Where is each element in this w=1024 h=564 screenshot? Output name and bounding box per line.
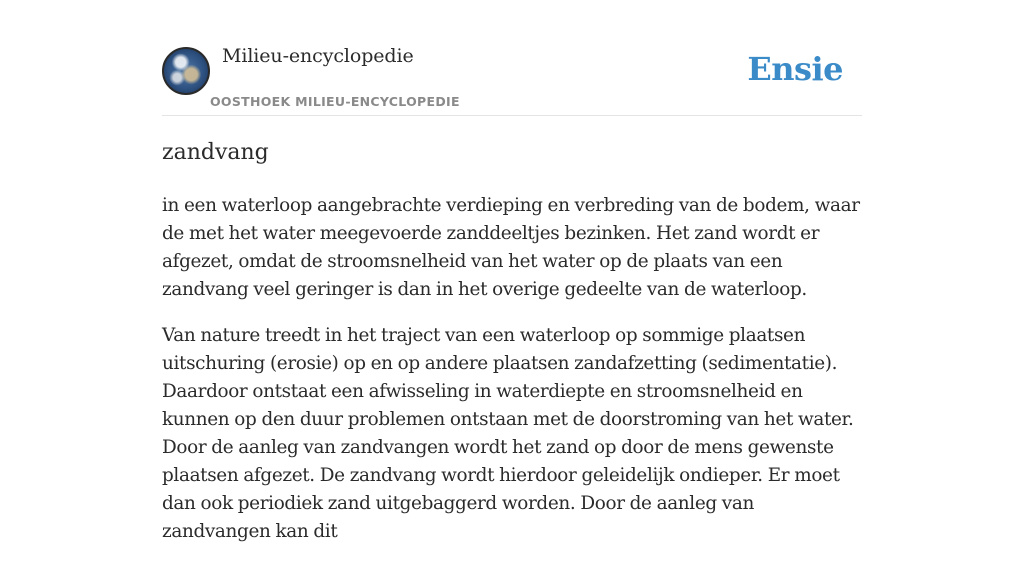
page	[162, 0, 862, 542]
brand-logo[interactable]: Ensie	[747, 50, 843, 88]
source-name[interactable]: OOSTHOEK MILIEU-ENCYCLOPEDIE	[210, 94, 460, 109]
site-name[interactable]: Milieu-encyclopedie	[222, 45, 414, 67]
article-body	[162, 192, 862, 564]
paragraph-definition: in een waterloop aangebrachte verdieping en verbreding van de bodem, waar de met het water meegevoerde zanddeeltjes bezinken. Het zand wordt er afgezet, omdat de stroomsnelheid van het water op de plaats van een zandvang veel geringer is dan in het overige gedeelte van de waterloop.	[162, 195, 860, 300]
earth-globe-icon[interactable]	[162, 47, 210, 95]
site-header	[162, 0, 862, 116]
page-title: zandvang	[162, 140, 269, 165]
paragraph-explanation: Van nature treedt in het traject van een waterloop op sommige plaatsen uitschuring (erosie) op en op andere plaatsen zandafzetting (sedimentatie). Daardoor ontstaat een afwisseling in waterdiepte en stroomsnelheid en kunnen op den duur problemen ontstaan met de doorstroming van het water. Door de aanleg van zandvangen wordt het zand op door de mens gewenste plaatsen afgezet. De zandvang wordt hierdoor geleidelijk ondieper. Er moet dan ook periodiek zand uitgebaggerd worden. Door de aanleg van zandvangen kan dit	[162, 325, 854, 542]
